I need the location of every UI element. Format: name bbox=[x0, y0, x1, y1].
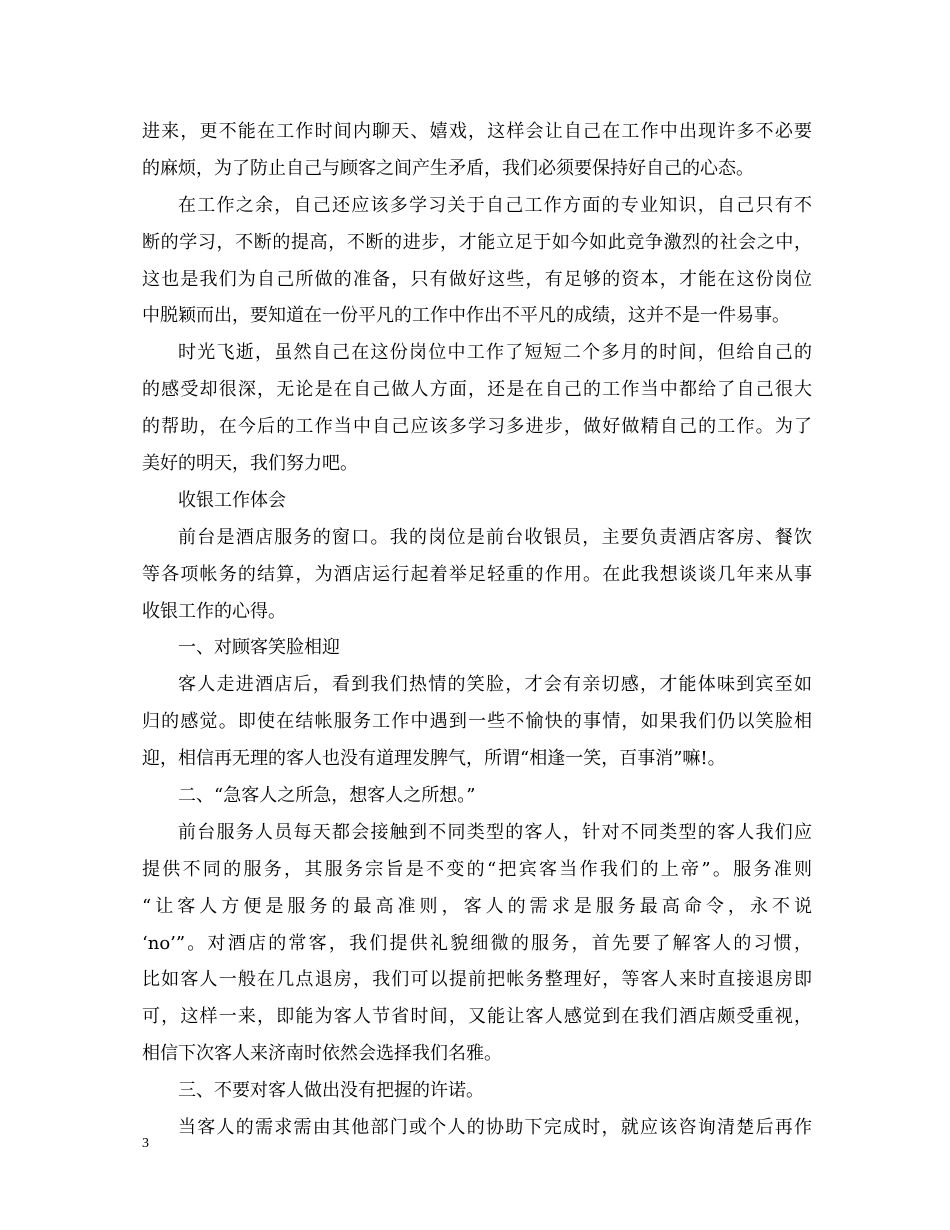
paragraph bbox=[142, 1110, 812, 1147]
text-line: 在工作之余，自己还应该多学习关于自己工作方面的专业知识，自己只有不 bbox=[178, 194, 812, 216]
text-line: 当客人的需求需由其他部门或个人的协助下完成时，就应该咨询清楚后再作 bbox=[178, 1117, 812, 1139]
text-line: 二、“急客人之所急，想客人之所想。” bbox=[178, 785, 476, 807]
paragraph bbox=[142, 114, 812, 188]
text-line: 前台是酒店服务的窗口。我的岗位是前台收银员，主要负责酒店客房、餐饮 bbox=[178, 526, 812, 548]
paragraph bbox=[142, 520, 812, 631]
text-line: 的感受却很深，无论是在自己做人方面，还是在自己的工作当中都给了自己很大 bbox=[142, 379, 812, 401]
page-number: 3 bbox=[142, 1136, 149, 1151]
text-line: 一、对顾客笑脸相迎 bbox=[178, 637, 340, 659]
text-line: 的帮助，在今后的工作当中自己应该多学习多进步，做好做精自己的工作。为了 bbox=[142, 416, 812, 438]
document-body bbox=[142, 114, 812, 1147]
text-line: 中脱颖而出，要知道在一份平凡的工作中作出不平凡的成绩，这并不是一件易事。 bbox=[142, 305, 790, 327]
text-line: 美好的明天，我们努力吧。 bbox=[142, 453, 358, 475]
text-line: 断的学习，不断的提高，不断的进步，才能立足于如今如此竞争激烈的社会之中， bbox=[142, 231, 812, 253]
text-line: ‘no’”。对酒店的常客，我们提供礼貌细微的服务，首先要了解客人的习惯， bbox=[142, 932, 812, 954]
text-line: 可，这样一来，即能为客人节省时间，又能让客人感觉到在我们酒店颇受重视， bbox=[142, 1006, 812, 1028]
section-heading bbox=[142, 630, 812, 667]
text-line: 收银工作的心得。 bbox=[142, 600, 286, 622]
section-heading bbox=[142, 483, 812, 520]
text-line: 收银工作体会 bbox=[178, 489, 286, 511]
paragraph bbox=[142, 335, 812, 483]
text-line: 归的感觉。即使在结帐服务工作中遇到一些不愉快的事情，如果我们仍以笑脸相 bbox=[142, 711, 812, 733]
text-line: 的麻烦，为了防止自己与顾客之间产生矛盾，我们必须要保持好自己的心态。 bbox=[142, 157, 754, 179]
text-line: 等各项帐务的结算，为酒店运行起着举足轻重的作用。在此我想谈谈几年来从事 bbox=[142, 563, 812, 585]
text-line: 前台服务人员每天都会接触到不同类型的客人，针对不同类型的客人我们应 bbox=[178, 821, 812, 843]
text-line: “让客人方便是服务的最高准则，客人的需求是服务最高命令，永不说 bbox=[142, 895, 812, 917]
paragraph bbox=[142, 188, 812, 336]
text-line: 进来，更不能在工作时间内聊天、嬉戏，这样会让自己在工作中出现许多不必要 bbox=[142, 121, 812, 142]
text-line: 提供不同的服务，其服务宗旨是不变的“把宾客当作我们的上帝”。服务准则 bbox=[142, 858, 812, 880]
text-line: 相信下次客人来济南时依然会选择我们名雅。 bbox=[142, 1043, 502, 1065]
text-line: 迎，相信再无理的客人也没有道理发脾气，所谓“相逢一笑，百事消”嘛!。 bbox=[142, 748, 726, 770]
paragraph bbox=[142, 815, 812, 1073]
text-line: 这也是我们为自己所做的准备，只有做好这些，有足够的资本，才能在这份岗位 bbox=[142, 268, 812, 290]
section-heading bbox=[142, 778, 812, 815]
paragraph bbox=[142, 667, 812, 778]
section-heading bbox=[142, 1073, 812, 1110]
text-line: 三、不要对客人做出没有把握的许诺。 bbox=[178, 1080, 484, 1102]
text-line: 客人走进酒店后，看到我们热情的笑脸，才会有亲切感，才能体味到宾至如 bbox=[178, 674, 812, 696]
text-line: 比如客人一般在几点退房，我们可以提前把帐务整理好，等客人来时直接退房即 bbox=[142, 969, 812, 991]
text-line: 时光飞逝，虽然自己在这份岗位中工作了短短二个多月的时间，但给自己的 bbox=[178, 342, 812, 364]
